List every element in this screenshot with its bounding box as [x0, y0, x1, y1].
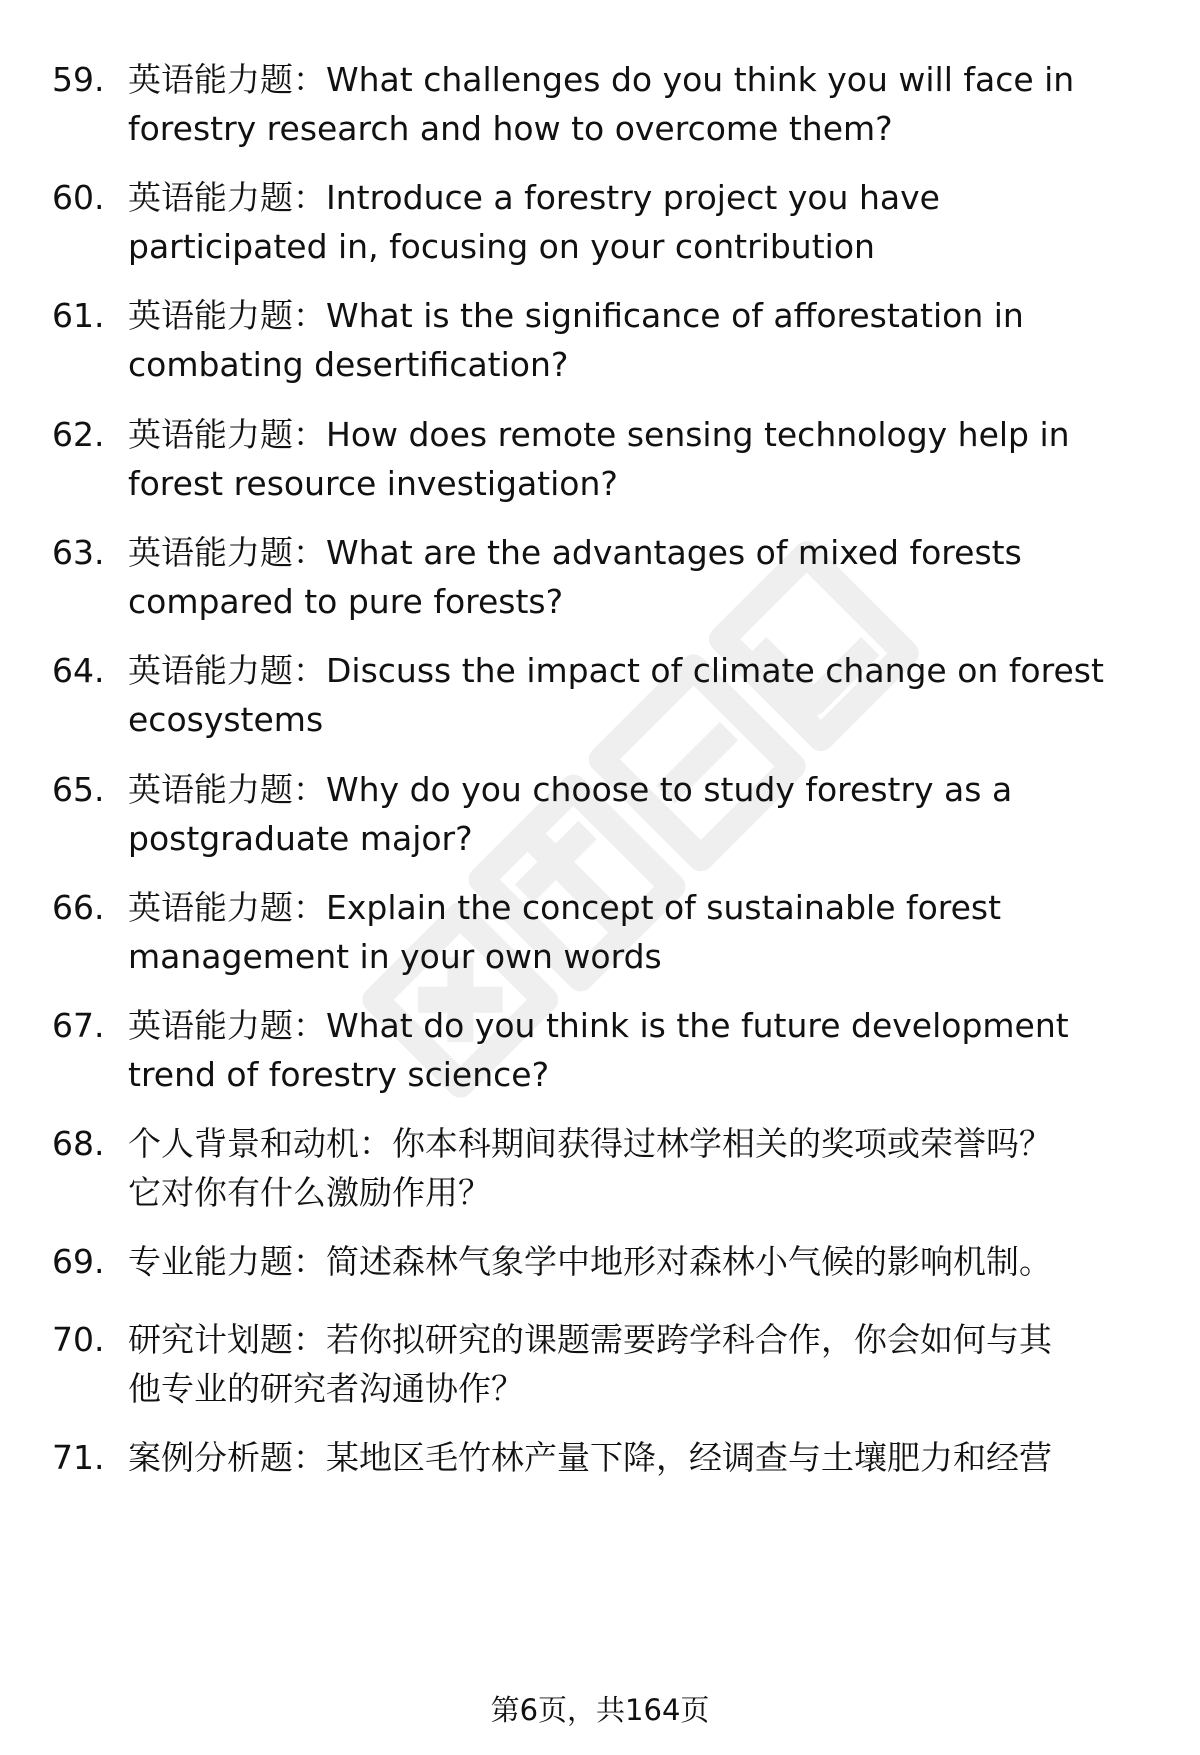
- question-text: [128, 646, 1200, 744]
- question-text: [128, 765, 1200, 863]
- question-text-line: 英语能力题：What is the significance of afforestation in: [128, 296, 1024, 335]
- question-text: [128, 528, 1200, 626]
- question-text-line: management in your own words: [128, 937, 662, 976]
- question-number: 62.: [52, 415, 105, 454]
- question-text-line: compared to pure forests?: [128, 582, 564, 621]
- question-text-line: 个人背景和动机：你本科期间获得过林学相关的奖项或荣誉吗？: [128, 1124, 1052, 1163]
- question-number: 61.: [52, 296, 105, 335]
- page-number-label: 第6页，共164页: [490, 1693, 710, 1727]
- question-number: 65.: [52, 770, 105, 809]
- question-text-line: combating desertification?: [128, 345, 569, 384]
- question-text: [128, 410, 1200, 508]
- question-text-line: 他专业的研究者沟通协作？: [128, 1369, 524, 1408]
- question-text-line: trend of forestry science?: [128, 1055, 550, 1094]
- question-text-line: 英语能力题：What do you think is the future development: [128, 1006, 1069, 1045]
- question-text-line: 研究计划题：若你拟研究的课题需要跨学科合作，你会如何与其: [128, 1320, 1052, 1359]
- question-number: 70.: [52, 1320, 105, 1359]
- question-number: 64.: [52, 651, 105, 690]
- question-text-line: forestry research and how to overcome them?: [128, 109, 893, 148]
- question-text-line: 英语能力题：How does remote sensing technology help in: [128, 415, 1070, 454]
- question-text-line: 英语能力题：Explain the concept of sustainable forest: [128, 888, 1002, 927]
- question-text-line: postgraduate major?: [128, 819, 473, 858]
- question-text: [128, 1315, 1200, 1413]
- question-text-line: 英语能力题：Discuss the impact of climate change on forest: [128, 651, 1104, 690]
- question-text-line: participated in, focusing on your contribution: [128, 227, 875, 266]
- question-text: [128, 883, 1200, 981]
- question-text: [128, 1119, 1200, 1217]
- question-number: 67.: [52, 1006, 105, 1045]
- question-number: 69.: [52, 1242, 105, 1281]
- question-number: 68.: [52, 1124, 105, 1163]
- question-number: 60.: [52, 178, 105, 217]
- question-text-line: forest resource investigation?: [128, 464, 618, 503]
- question-text: [128, 1433, 1200, 1482]
- question-number: 59.: [52, 60, 105, 99]
- question-text-line: 英语能力题：What challenges do you think you will face in: [128, 60, 1075, 99]
- question-text-line: 它对你有什么激励作用？: [128, 1173, 491, 1212]
- question-number: 71.: [52, 1438, 105, 1477]
- question-text-line: 专业能力题：简述森林气象学中地形对森林小气候的影响机制。: [128, 1242, 1052, 1281]
- question-text-line: 英语能力题：Introduce a forestry project you have: [128, 178, 940, 217]
- question-text-line: 案例分析题：某地区毛竹林产量下降，经调查与土壤肥力和经营: [128, 1438, 1052, 1477]
- question-number: 66.: [52, 888, 105, 927]
- question-number: 63.: [52, 533, 105, 572]
- question-text: [128, 1237, 1200, 1286]
- question-text: [128, 291, 1200, 389]
- question-text-line: 英语能力题：What are the advantages of mixed forests: [128, 533, 1022, 572]
- page-footer: [0, 1690, 1200, 1730]
- question-text: [128, 1001, 1200, 1099]
- question-text: [128, 55, 1200, 153]
- question-text: [128, 173, 1200, 271]
- question-text-line: 英语能力题：Why do you choose to study forestry as a: [128, 770, 1013, 809]
- question-text-line: ecosystems: [128, 700, 324, 739]
